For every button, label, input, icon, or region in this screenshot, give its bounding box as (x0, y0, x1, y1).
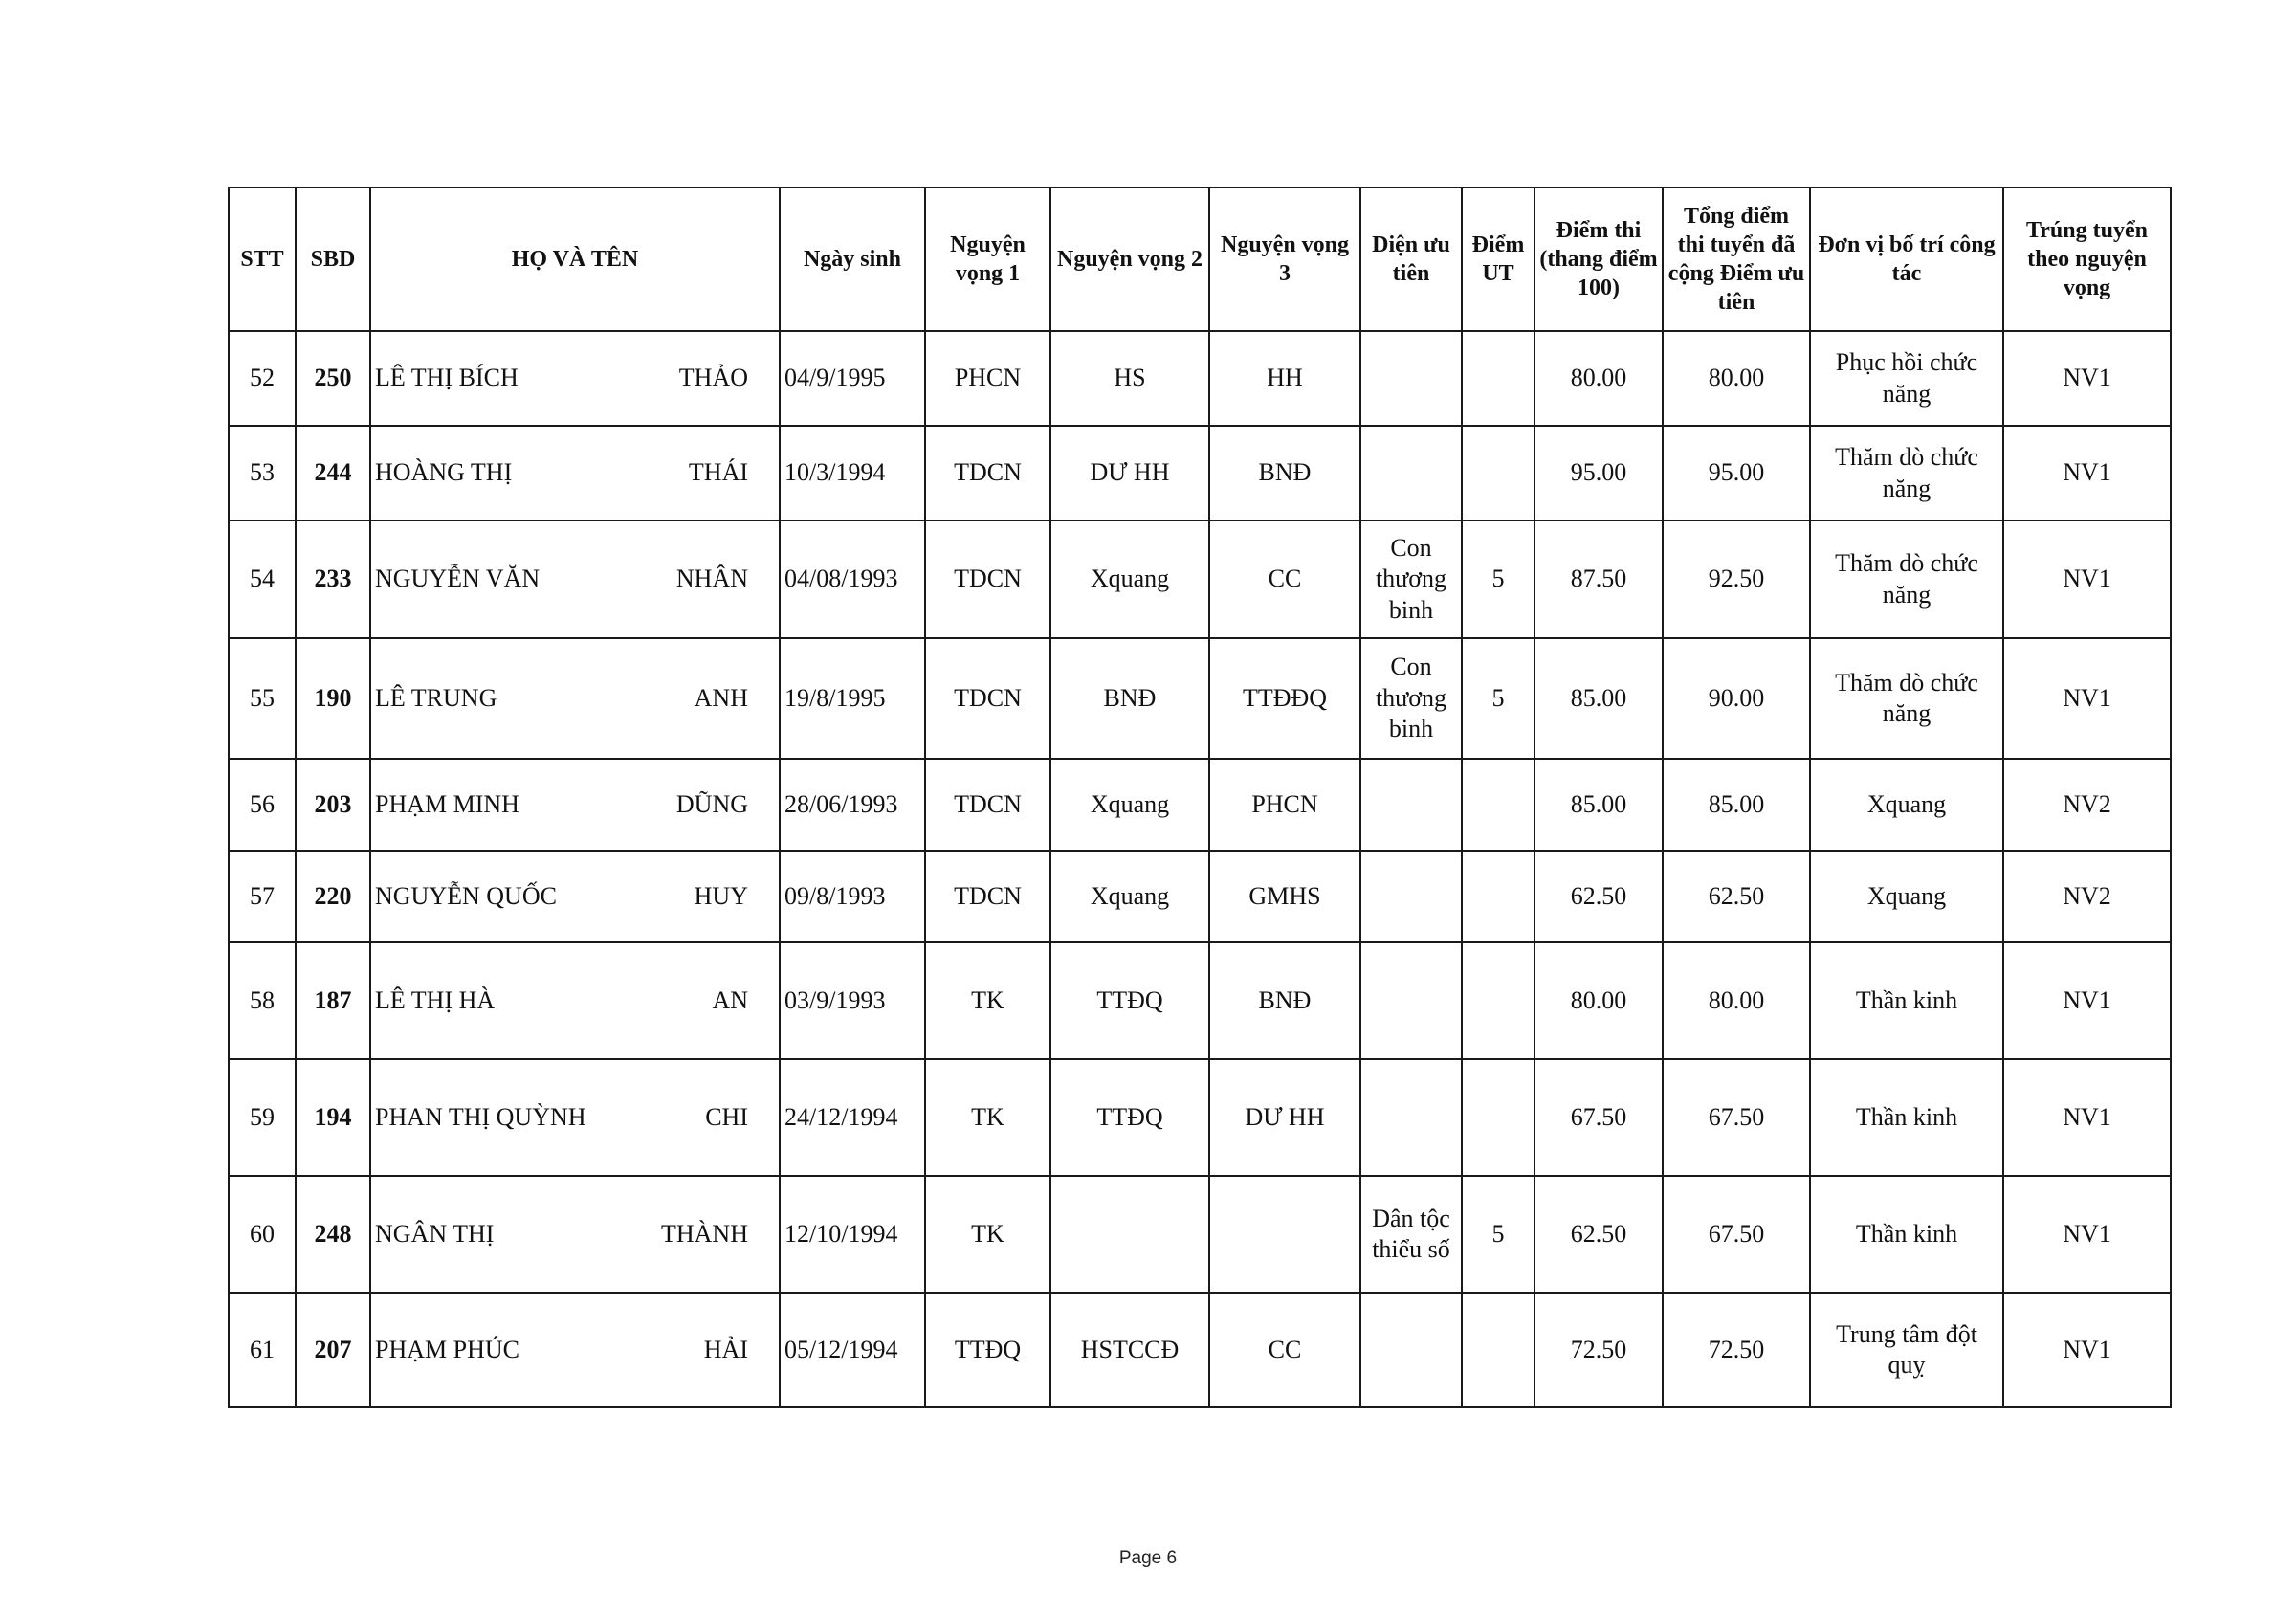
priority-cell (1360, 1293, 1462, 1407)
results-table (228, 187, 2172, 1408)
admitted-cell: NV1 (2003, 1176, 2171, 1293)
table-row (229, 1059, 2171, 1176)
header-admitted: Trúng tuyển theo nguyện vọng (2003, 188, 2171, 331)
given-name-text: THÀNH (661, 1219, 748, 1248)
given-name-text: ANH (694, 683, 748, 712)
stt-cell: 54 (229, 520, 296, 638)
unit-cell: Phục hồi chức năng (1810, 331, 2003, 426)
name-cell (370, 638, 780, 759)
unit-cell: Thần kinh (1810, 1176, 2003, 1293)
admitted-cell: NV1 (2003, 520, 2171, 638)
nv1-cell: TDCN (925, 851, 1050, 942)
nv3-cell: HH (1209, 331, 1360, 426)
surname-text: PHAN THỊ QUỲNH (375, 1102, 586, 1131)
nv2-cell: DƯ HH (1050, 426, 1209, 520)
stt-cell: 57 (229, 851, 296, 942)
table-row (229, 520, 2171, 638)
name-cell (370, 1059, 780, 1176)
unit-cell: Thần kinh (1810, 942, 2003, 1059)
surname-text: PHẠM PHÚC (375, 1335, 519, 1363)
priority-cell (1360, 426, 1462, 520)
nv1-cell: TTĐQ (925, 1293, 1050, 1407)
header-nv2: Nguyện vọng 2 (1050, 188, 1209, 331)
surname-text: HOÀNG THỊ (375, 458, 513, 487)
nv2-cell: TTĐQ (1050, 1059, 1209, 1176)
unit-cell: Thần kinh (1810, 1059, 2003, 1176)
priority-cell: Con thương binh (1360, 520, 1462, 638)
nv1-cell: TK (925, 1059, 1050, 1176)
header-exam-score: Điểm thi (thang điểm 100) (1534, 188, 1663, 331)
nv2-cell: HSTCCĐ (1050, 1293, 1209, 1407)
table-row (229, 942, 2171, 1059)
given-name-text: CHI (705, 1102, 748, 1131)
total-score-cell: 90.00 (1663, 638, 1810, 759)
sbd-cell: 194 (296, 1059, 370, 1176)
stt-cell: 56 (229, 759, 296, 851)
header-stt: STT (229, 188, 296, 331)
priority-points-cell (1462, 942, 1534, 1059)
nv1-cell: TK (925, 942, 1050, 1059)
priority-cell (1360, 942, 1462, 1059)
exam-score-cell: 67.50 (1534, 1059, 1663, 1176)
header-unit: Đơn vị bố trí công tác (1810, 188, 2003, 331)
exam-score-cell: 87.50 (1534, 520, 1663, 638)
table-row (229, 851, 2171, 942)
priority-points-cell (1462, 1059, 1534, 1176)
header-dob: Ngày sinh (780, 188, 925, 331)
nv2-cell: Xquang (1050, 851, 1209, 942)
name-cell (370, 426, 780, 520)
nv2-cell: BNĐ (1050, 638, 1209, 759)
nv3-cell: CC (1209, 520, 1360, 638)
priority-points-cell: 5 (1462, 638, 1534, 759)
priority-cell (1360, 1059, 1462, 1176)
dob-cell: 24/12/1994 (780, 1059, 925, 1176)
nv3-cell: DƯ HH (1209, 1059, 1360, 1176)
priority-cell: Con thương binh (1360, 638, 1462, 759)
stt-cell: 53 (229, 426, 296, 520)
priority-cell: Dân tộc thiểu số (1360, 1176, 1462, 1293)
admitted-cell: NV1 (2003, 942, 2171, 1059)
name-cell (370, 851, 780, 942)
nv1-cell: TDCN (925, 759, 1050, 851)
total-score-cell: 80.00 (1663, 331, 1810, 426)
header-nv3: Nguyện vọng 3 (1209, 188, 1360, 331)
exam-score-cell: 80.00 (1534, 331, 1663, 426)
name-cell (370, 942, 780, 1059)
sbd-cell: 187 (296, 942, 370, 1059)
priority-cell (1360, 331, 1462, 426)
dob-cell: 28/06/1993 (780, 759, 925, 851)
stt-cell: 61 (229, 1293, 296, 1407)
nv3-cell (1209, 1176, 1360, 1293)
header-total-score: Tổng điểm thi tuyển đã cộng Điểm ưu tiên (1663, 188, 1810, 331)
nv3-cell: PHCN (1209, 759, 1360, 851)
dob-cell: 03/9/1993 (780, 942, 925, 1059)
admitted-cell: NV1 (2003, 1059, 2171, 1176)
dob-cell: 12/10/1994 (780, 1176, 925, 1293)
sbd-cell: 250 (296, 331, 370, 426)
surname-text: LÊ THỊ BÍCH (375, 364, 519, 392)
unit-cell: Trung tâm đột quỵ (1810, 1293, 2003, 1407)
total-score-cell: 67.50 (1663, 1176, 1810, 1293)
sbd-cell: 248 (296, 1176, 370, 1293)
nv2-cell: Xquang (1050, 759, 1209, 851)
priority-points-cell: 5 (1462, 1176, 1534, 1293)
admitted-cell: NV2 (2003, 759, 2171, 851)
table-row (229, 638, 2171, 759)
table-row (229, 331, 2171, 426)
nv3-cell: BNĐ (1209, 426, 1360, 520)
surname-text: LÊ THỊ HÀ (375, 985, 496, 1014)
total-score-cell: 62.50 (1663, 851, 1810, 942)
exam-score-cell: 62.50 (1534, 851, 1663, 942)
header-name: HỌ VÀ TÊN (370, 188, 780, 331)
dob-cell: 04/08/1993 (780, 520, 925, 638)
stt-cell: 59 (229, 1059, 296, 1176)
sbd-cell: 244 (296, 426, 370, 520)
total-score-cell: 92.50 (1663, 520, 1810, 638)
header-priority: Diện ưu tiên (1360, 188, 1462, 331)
name-cell (370, 1176, 780, 1293)
total-score-cell: 85.00 (1663, 759, 1810, 851)
dob-cell: 04/9/1995 (780, 331, 925, 426)
surname-text: PHẠM MINH (375, 789, 519, 818)
dob-cell: 05/12/1994 (780, 1293, 925, 1407)
table-body (229, 331, 2171, 1407)
given-name-text: HUY (694, 881, 748, 910)
priority-points-cell (1462, 851, 1534, 942)
header-sbd: SBD (296, 188, 370, 331)
unit-cell: Thăm dò chức năng (1810, 638, 2003, 759)
surname-text: NGUYỄN QUỐC (375, 881, 557, 910)
exam-score-cell: 80.00 (1534, 942, 1663, 1059)
table-row (229, 759, 2171, 851)
table-row (229, 1176, 2171, 1293)
total-score-cell: 72.50 (1663, 1293, 1810, 1407)
admitted-cell: NV1 (2003, 638, 2171, 759)
priority-points-cell (1462, 759, 1534, 851)
header-row (229, 188, 2171, 331)
priority-cell (1360, 759, 1462, 851)
exam-score-cell: 85.00 (1534, 638, 1663, 759)
priority-points-cell (1462, 331, 1534, 426)
nv1-cell: TK (925, 1176, 1050, 1293)
given-name-text: DŨNG (675, 789, 748, 818)
unit-cell: Xquang (1810, 851, 2003, 942)
exam-score-cell: 85.00 (1534, 759, 1663, 851)
nv2-cell: Xquang (1050, 520, 1209, 638)
total-score-cell: 80.00 (1663, 942, 1810, 1059)
given-name-text: HẢI (703, 1335, 748, 1363)
admitted-cell: NV1 (2003, 331, 2171, 426)
dob-cell: 09/8/1993 (780, 851, 925, 942)
total-score-cell: 67.50 (1663, 1059, 1810, 1176)
priority-cell (1360, 851, 1462, 942)
nv1-cell: PHCN (925, 331, 1050, 426)
surname-text: NGÂN THỊ (375, 1219, 495, 1248)
dob-cell: 19/8/1995 (780, 638, 925, 759)
name-cell (370, 1293, 780, 1407)
name-cell (370, 520, 780, 638)
given-name-text: NHÂN (675, 564, 748, 593)
priority-points-cell (1462, 426, 1534, 520)
nv1-cell: TDCN (925, 520, 1050, 638)
total-score-cell: 95.00 (1663, 426, 1810, 520)
sbd-cell: 207 (296, 1293, 370, 1407)
nv1-cell: TDCN (925, 638, 1050, 759)
header-priority-points: Điểm UT (1462, 188, 1534, 331)
unit-cell: Thăm dò chức năng (1810, 520, 2003, 638)
admitted-cell: NV1 (2003, 426, 2171, 520)
sbd-cell: 220 (296, 851, 370, 942)
given-name-text: THÁI (688, 458, 748, 487)
stt-cell: 55 (229, 638, 296, 759)
name-cell (370, 331, 780, 426)
admitted-cell: NV1 (2003, 1293, 2171, 1407)
page-number: Page 6 (1118, 1548, 1178, 1568)
sbd-cell: 190 (296, 638, 370, 759)
sbd-cell: 203 (296, 759, 370, 851)
exam-score-cell: 95.00 (1534, 426, 1663, 520)
priority-points-cell: 5 (1462, 520, 1534, 638)
nv2-cell (1050, 1176, 1209, 1293)
stt-cell: 60 (229, 1176, 296, 1293)
nv2-cell: HS (1050, 331, 1209, 426)
nv3-cell: GMHS (1209, 851, 1360, 942)
results-sheet (228, 187, 2172, 1408)
table-row (229, 1293, 2171, 1407)
nv3-cell: TTĐĐQ (1209, 638, 1360, 759)
admitted-cell: NV2 (2003, 851, 2171, 942)
exam-score-cell: 72.50 (1534, 1293, 1663, 1407)
stt-cell: 52 (229, 331, 296, 426)
priority-points-cell (1462, 1293, 1534, 1407)
table-row (229, 426, 2171, 520)
surname-text: LÊ TRUNG (375, 683, 497, 712)
header-nv1: Nguyện vọng 1 (925, 188, 1050, 331)
sbd-cell: 233 (296, 520, 370, 638)
unit-cell: Thăm dò chức năng (1810, 426, 2003, 520)
given-name-text: THẢO (678, 364, 748, 392)
dob-cell: 10/3/1994 (780, 426, 925, 520)
nv3-cell: BNĐ (1209, 942, 1360, 1059)
surname-text: NGUYỄN VĂN (375, 564, 541, 593)
nv1-cell: TDCN (925, 426, 1050, 520)
stt-cell: 58 (229, 942, 296, 1059)
nv3-cell: CC (1209, 1293, 1360, 1407)
nv2-cell: TTĐQ (1050, 942, 1209, 1059)
exam-score-cell: 62.50 (1534, 1176, 1663, 1293)
name-cell (370, 759, 780, 851)
given-name-text: AN (712, 985, 748, 1014)
unit-cell: Xquang (1810, 759, 2003, 851)
